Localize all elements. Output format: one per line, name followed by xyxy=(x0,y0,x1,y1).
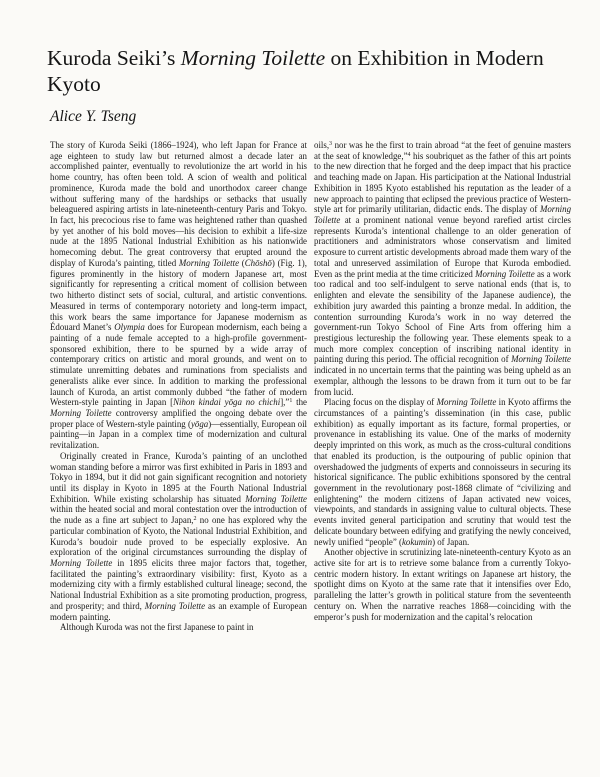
paragraph-2: Originally created in France, Kuroda’s painting of an unclothed woman standing before a mirror was first exhibited in Paris in 1893 and Tokyo in 1894, but it did not gain significant recognition and notoriety until its display in Kyoto in 1895 at the Fourth National Industrial Exhibition. While existing scholarship has situated Morning Toilette within the heated social and moral contestation over the introduction of the nude as a fine art subject to Japan,$^2$ no one has explored why the particular combination of Kyoto, the National Industrial Exhibition, and Kuroda’s boudoir nude proved to be especially explosive. An exploration of the original circumstances surrounding the display of Morning Toilette in 1895 elicits three major factors that, together, facilitated the painting’s extraordinary visibility: first, Kyoto as a modernizing city with a firmly established cultural lineage; second, the National Industrial Exhibition as a site promoting production, progress, and prosperity; and third, Morning Toilette as an example of European modern painting. xyxy=(50,450,307,622)
left-column xyxy=(50,140,307,633)
footnote-ref-3: 3 xyxy=(329,141,333,147)
paragraph-3: Although Kuroda was not the first Japanese to paint in xyxy=(60,622,254,633)
title-italic: Morning Toilette xyxy=(180,46,326,70)
paragraph-4: Placing focus on the display of Morning Toilette in Kyoto affirms the circumstances of a painting’s dissemination (in this case, public exhibition) as equally important as its facture, formal properties, or provenance in establishing its value. One of the marks of modernity deeply imprinted on this work, as much as the cross-cultural conditions that enabled its production, is the outpouring of public opinion that overshadowed the judgments of experts and connoisseurs in securing its historical significance. The public exhibitions sponsored by the central government in the revolutionary post-1868 climate of “civilizing and enlightening” the modern citizens of Japan activated new voices, viewpoints, and standards in assigning value to cultural objects. These events invited general participation and scrutiny that would test the delicate boundary between edifying and gratifying the newly conceived, newly unified “people” (kokumin) of Japan. xyxy=(314,397,572,547)
footnote-ref-1: 1 xyxy=(289,398,293,405)
right-column xyxy=(314,140,571,622)
paragraph-1: The story of Kuroda Seiki (1866–1924), who left Japan for France at age eighteen to study law but returned almost a decade later an accomplished painter, eventually to revolutionize the art world in his home country, has often been told. A scion of wealth and political prominence, Kuroda made the bold and unorthodox career change without suffering many of the hardships or setbacks that usually beleaguered aspiring artists in late-nineteenth-century Paris and Tokyo. In fact, his precocious rise to fame was heightened rather than quashed by yet another of his bold moves—his decision to exhibit a life-size nude at the 1895 National Industrial Exhibition as his nationwide homecoming debut. The great controversy that erupted around the display of Kuroda’s painting, titled Morning Toilette (Chōshō) (Fig. 1), figures prominently in the history of modern Japanese art, most significantly for representing a critical moment of collision between two hitherto distinct sets of social, cultural, and artistic conventions. Measured in terms of contemporary notoriety and long-term impact, this work bears the same importance for Japanese modernism as Édouard Manet’s Olympia does for European modernism, each being a painting of a nude female accepted to a high-profile government-sponsored exhibition, there to be spurned by a wide array of contemporary critics on artistic and moral grounds, and went on to stimulate unremitting debates and ruminations from specialists and generalists alike ever since. In addition to marking the professional launch of Kuroda, an artist commonly dubbed “the father of modern Western-style painting in Japan [Nihon kindai yōga no chichi],”$^1$ the Morning Toilette controversy amplified the ongoing debate over the proper place of Western-style painting (yōga)—essentially, European oil painting—in Japan in a complex time of modernization and cultural revitalization. xyxy=(50,140,307,451)
author-name: Alice Y. Tseng xyxy=(50,108,137,125)
footnote-ref-4: 4 xyxy=(407,151,411,158)
footnote-ref-2: 2 xyxy=(193,516,197,523)
paragraph-5: Another objective in scrutinizing late-nineteenth-century Kyoto as an active site for art is to retrieve some balance from a currently Tokyo-centric modern history. In extant writings on Japanese art history, the spotlight dims on Kyoto at the same rate that it intensifies over Edo, paralleling the latter’s growth in political stature from the seventeenth century on. When the narrative reaches 1868—coinciding with the emperor’s push for modernization and the capital’s relocation xyxy=(314,547,571,622)
paragraph-3-continued: oils,$^3$ nor was he the first to train abroad “at the feet of genuine masters at the seat of knowledge,”$^4$ his soubriquet as the father of this art points to the new direction that he forged and the deep impact that his practice and teaching made on Japan. His participation at the National Industrial Exhibition in 1895 Kyoto established his reputation as the leader of a new approach to painting that eclipsed the previous practice of Western-style art for primarily utilitarian, didactic ends. The display of Morning Toilette at a prominent national venue beyond rarefied artist circles represents Kuroda’s intentional challenge to an older generation of practitioners and administrators whose conservatism and limited exposure to current artistic developments abroad made them wary of the total and unreserved assimilation of Europe that Kuroda embodied. Even as the print media at the time criticized Morning Toilette as a work too radical and too self-indulgent to serve national ends (that is, to enlighten and elevate the sensibility of the Japanese audience), the exhibition jury awarded this painting a bronze medal. In addition, the contention surrounding Kuroda’s work in no way deterred the government-run Tokyo School of Fine Arts from offering him a prestigious lectureship the following year. These elements speak to a much more complex conception of inscribing national identity in painting during this period. The official recognition of Morning Toilette indicated in no uncertain terms that the painting was being upheld as an exemplar, although the lessons to be drawn from it turn out to be far from lucid. xyxy=(314,140,571,397)
article-title xyxy=(47,45,562,97)
title-prefix: Kuroda Seiki’s xyxy=(47,46,181,70)
title-suffix: on Exhibition in Modern Kyoto xyxy=(47,46,544,96)
